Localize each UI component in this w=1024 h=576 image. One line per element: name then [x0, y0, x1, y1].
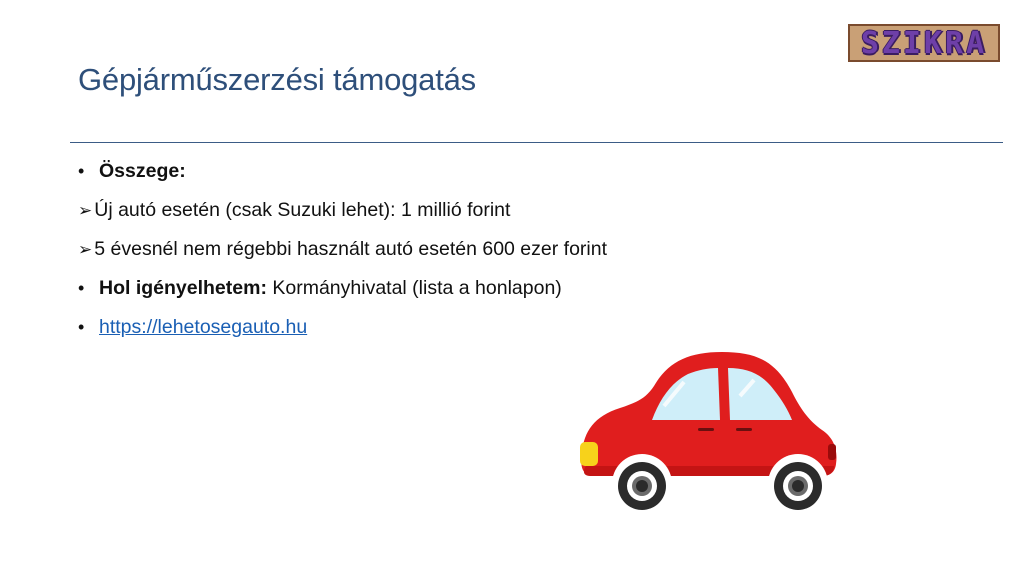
- amount-heading: Összege:: [99, 160, 186, 182]
- bullet-glyph: •: [78, 161, 85, 181]
- list-item-new-car: [78, 191, 607, 230]
- list-item-amount: [78, 152, 607, 191]
- logo-text: SZIKRA: [860, 25, 988, 61]
- car-headlight: [580, 442, 598, 466]
- car-rear-wheel: [774, 462, 822, 510]
- used-car-text: 5 évesnél nem régebbi használt autó esetén 600 ezer forint: [94, 238, 608, 260]
- car-illustration: [572, 346, 842, 516]
- door-handle: [698, 428, 714, 431]
- website-link[interactable]: https://lehetosegauto.hu: [99, 316, 308, 338]
- where-text: Kormányhivatal (lista a honlapon): [266, 277, 562, 299]
- szikra-logo: [848, 24, 1000, 62]
- title-divider: [70, 142, 1003, 143]
- new-car-text: Új autó esetén (csak Suzuki lehet): 1 millió forint: [94, 199, 511, 221]
- slide-title: Gépjárműszerzési támogatás: [78, 62, 476, 97]
- arrow-bullet-icon: ➢: [78, 239, 93, 259]
- door-handle: [736, 428, 752, 431]
- list-item-used-car: [78, 230, 607, 269]
- where-heading: Hol igényelhetem:: [99, 277, 267, 299]
- car-front-wheel: [618, 462, 666, 510]
- list-item-where: [78, 269, 607, 308]
- bullet-glyph: •: [78, 317, 85, 337]
- arrow-bullet-icon: ➢: [78, 200, 93, 220]
- list-item-link: [78, 308, 607, 347]
- slide-body: [78, 152, 607, 347]
- bullet-glyph: •: [78, 278, 85, 298]
